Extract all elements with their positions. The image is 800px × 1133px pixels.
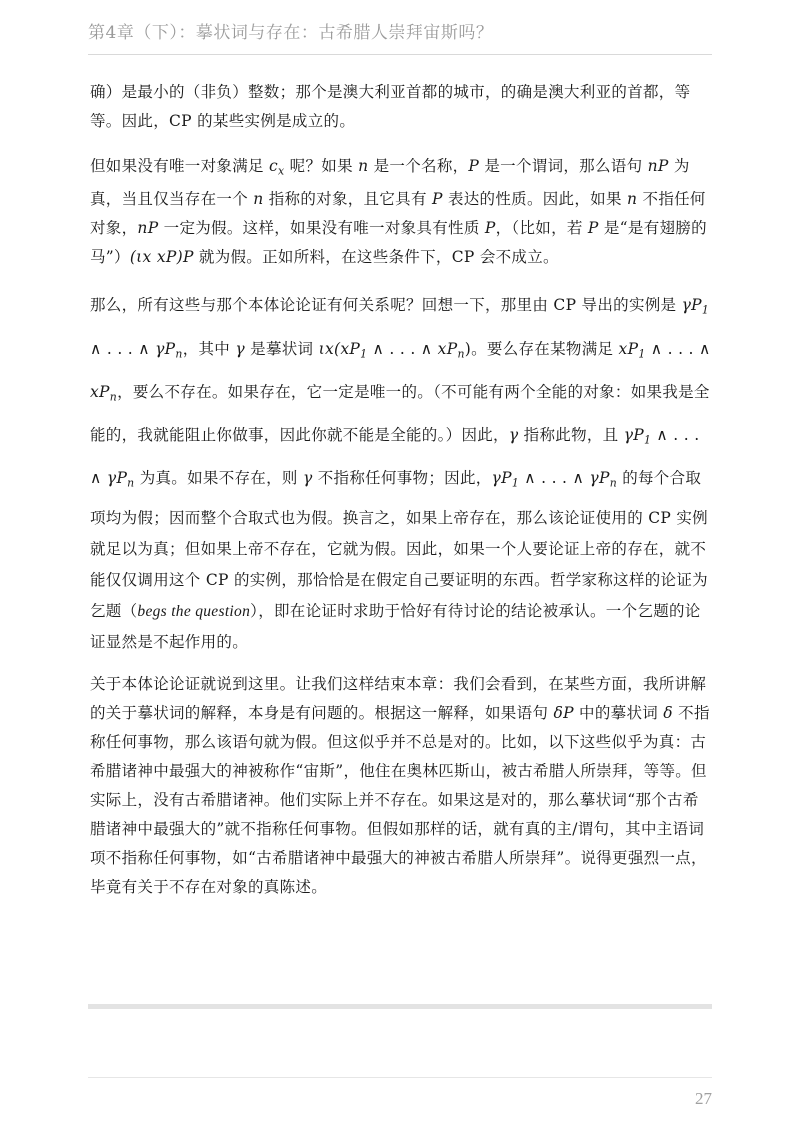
math-gamma: γ — [235, 339, 245, 358]
math-nP: nP — [137, 219, 159, 238]
math-n: n — [358, 157, 369, 175]
math-iota-conjunction: $\iota x(xP_1$ ∧ . . . ∧ $xP_n$) — [318, 339, 472, 360]
text-run: 一定为假。这样，如果没有唯一对象具有性质 — [158, 219, 485, 238]
text-run: 为真，当且仅当存在一个 — [90, 157, 690, 209]
math-x-conjunction: $xP_1$ ∧ . . . ∧ $xP_n$ — [90, 339, 711, 403]
paragraph-2 — [90, 152, 712, 272]
text-run: 就为假。正如所料，在这些条件下，CP 会不成立。 — [193, 248, 559, 267]
math-iota-description: (ιx xP)P — [129, 248, 194, 267]
math-deltaP: δP — [553, 703, 574, 722]
text-run: ，要么不存在。如果存在，它一定是唯一的。（不可能有两个全能的对象：如果我是全能的，我就能阻止你做事，因此你就不能是全能的。）因此， — [90, 382, 710, 444]
math-P: P — [484, 219, 496, 238]
math-gamma-conjunction: $\gamma P_1$ ∧ . . . ∧ $\gamma P_n$ — [491, 469, 617, 490]
text-run: ），即在论证时求助于恰好有待讨论的结论被承认。一个乞题的论证显然是不起作用的。 — [90, 601, 701, 651]
paragraph-4 — [90, 670, 712, 902]
italic-term: begs the question — [137, 602, 251, 620]
math-P: P — [432, 190, 443, 209]
text-run: 是一个谓词，那么语句 — [479, 157, 648, 175]
math-P: P — [587, 219, 599, 238]
text-run: 不指称任何事物，那么该语句就为假。但这似乎并不总是对的。比如，以下这些似乎为真：古希腊诸神中最强大的神被称作“宙斯”，他住在奥林匹斯山，被古希腊人所崇拜，等等。但实际上，没有古希腊诸神。他们实际上并不存在。如果这是对的，那么摹状词“那个古希腊诸神中最强大的”就不指称任何事物。但假如那样的话，就有真的主/谓句，其中主语词项不指称任何事物，如“古希腊诸神中最强大的神被古希腊人所崇拜”。说得更强烈一点，毕竟有关于不存在对象的真陈述。 — [90, 703, 710, 896]
page-number: 27 — [695, 1089, 712, 1108]
running-header — [88, 20, 712, 55]
text-run: 表达的性质。因此，如果 — [442, 190, 627, 209]
math-delta: δ — [663, 703, 673, 722]
text-run: 为真。如果不存在，则 — [134, 469, 303, 488]
text-run: 是“是有翅膀的马”） — [90, 219, 707, 267]
text-run: ，其中 — [182, 339, 236, 358]
text-run: 中的摹状词 — [573, 703, 664, 722]
text-run: ，（比如，若 — [495, 219, 588, 238]
text-run: 的每个合取项均为假；因而整个合取式也为假。换言之，如果上帝存在，那么该论证使用的 CP 实例就足以为真；但如果上帝不存在，它就为假。因此，如果一个人要论证上帝的存在，就不能仅仅调用这个 CP 的实例，那恰恰是在假定自己要证明的东西。哲学家称这样的论证为乞题（ — [90, 469, 708, 620]
footer-divider — [88, 1077, 712, 1078]
math-nP: nP — [647, 157, 669, 175]
math-gamma-conjunction: $\gamma P_1$ ∧ . . . ∧ $\gamma P_n$ — [90, 426, 700, 490]
math-gamma: γ — [508, 426, 519, 444]
text-run: 是一个名称， — [368, 157, 469, 175]
math-c-x: $c_x$ — [269, 157, 285, 178]
text-run: 但如果没有唯一对象满足 — [90, 157, 270, 175]
text-run: 呢？如果 — [284, 157, 359, 175]
paragraph-3 — [90, 286, 712, 657]
text-run: 关于本体论论证就说到这里。让我们这样结束本章：我们会看到，在某些方面，我所讲解的关于摹状词的解释，本身是有问题的。根据这一解释，如果语句 — [90, 674, 707, 722]
text-run: 。要么存在某物满足 — [471, 339, 619, 358]
text-run: 指称此物，且 — [518, 426, 624, 444]
math-P: P — [468, 157, 480, 175]
math-n: n — [627, 190, 638, 209]
math-gamma-conjunction: $\gamma P_1$ ∧ . . . ∧ $\gamma P_n$ — [90, 296, 710, 360]
end-divider — [88, 1004, 712, 1009]
math-n: n — [253, 190, 264, 209]
chapter-title: 第4章（下）：摹状词与存在：古希腊人崇拜宙斯吗？ — [88, 23, 494, 43]
text-run: 是摹状词 — [244, 339, 319, 358]
text-run: 不指任何对象， — [90, 190, 706, 238]
text-run: 那么，所有这些与那个本体论论证有何关系呢？回想一下，那里由 CP 导出的实例是 — [90, 296, 682, 315]
paragraph-1: 确）是最小的（非负）整数；那个是澳大利亚首都的城市，的确是澳大利亚的首都，等等。因此，CP 的某些实例是成立的。 — [90, 83, 691, 130]
page-body — [90, 78, 712, 902]
text-run: 不指称任何事物；因此， — [312, 469, 492, 488]
math-gamma: γ — [302, 469, 313, 488]
text-run: 指称的对象，且它具有 — [263, 190, 432, 209]
